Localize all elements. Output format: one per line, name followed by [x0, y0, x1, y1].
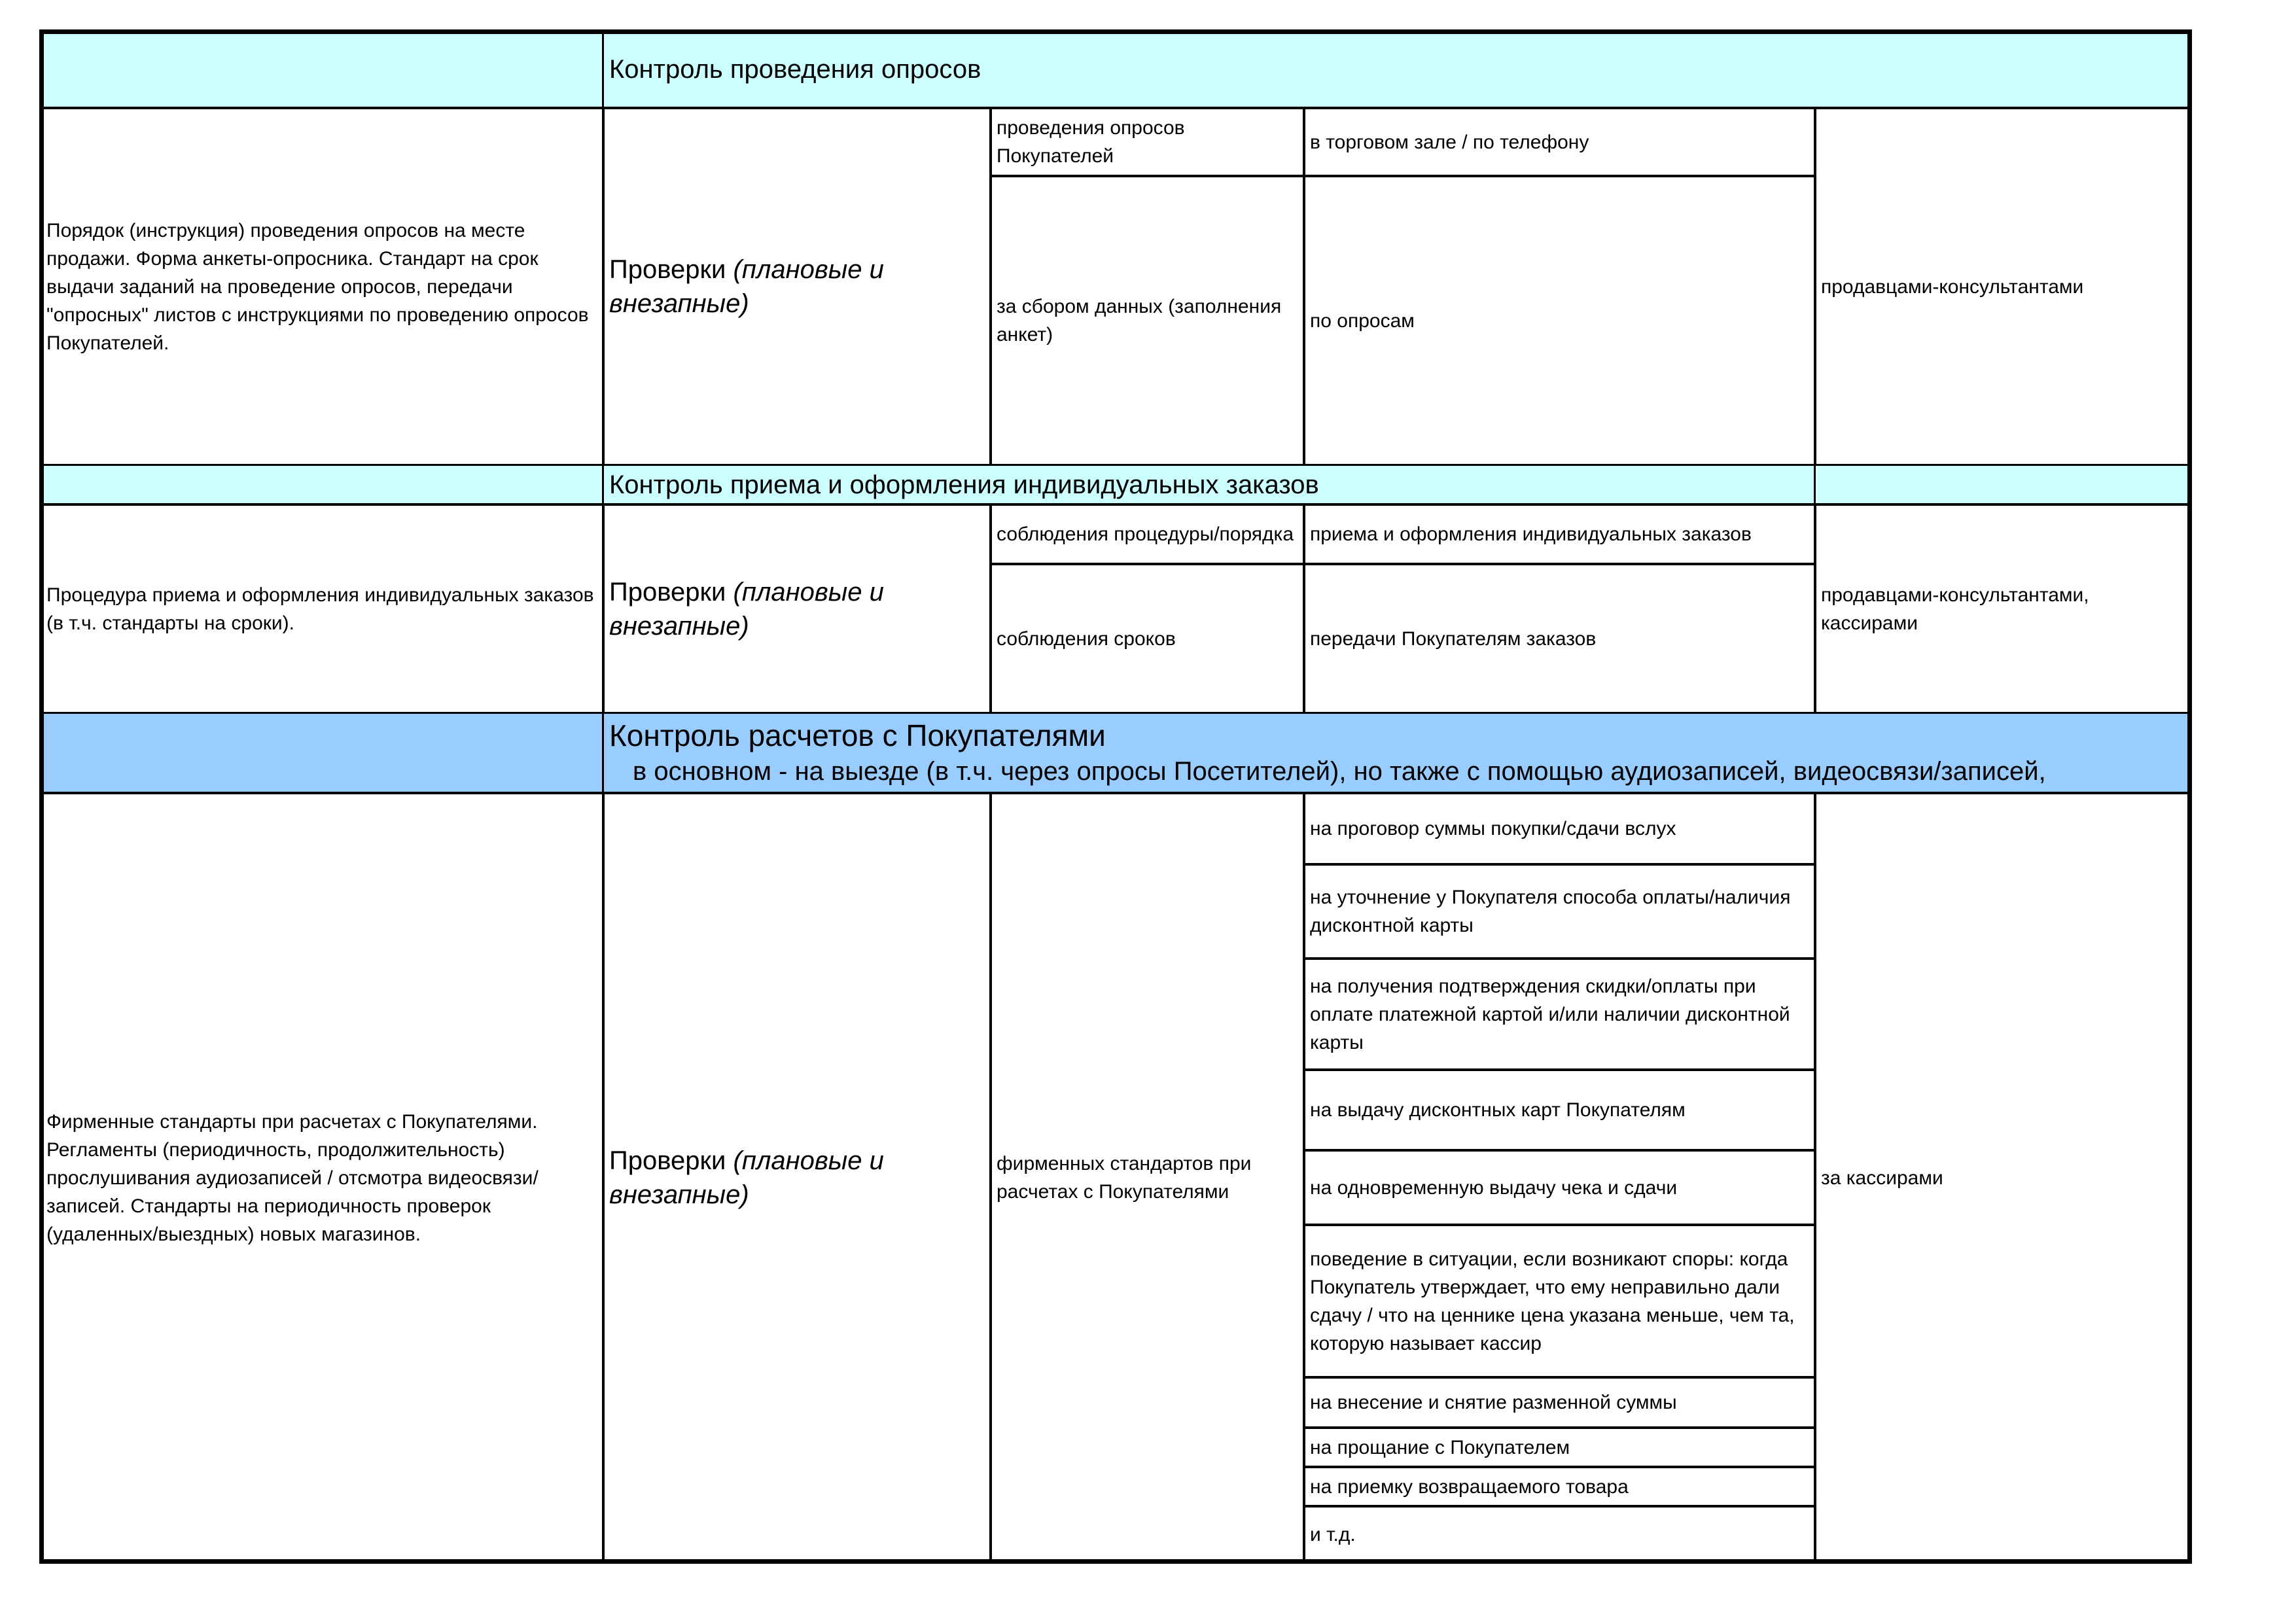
- object-cell: [1303, 1224, 1816, 1379]
- object-text: в торговом зале / по телефону: [1310, 131, 1589, 153]
- performers-cell: [1814, 792, 2192, 1564]
- section-title-text: Контроль проведения опросов: [609, 55, 981, 84]
- object-cell: [1303, 792, 1816, 866]
- subject-cell: [989, 175, 1305, 467]
- object-cell: [1303, 107, 1816, 177]
- subject-text: фирменных стандартов при расчетах с Покупателями: [997, 1153, 1252, 1203]
- object-cell: [1303, 863, 1816, 960]
- section-header-right: [1814, 464, 2192, 506]
- check-type-cell: [602, 792, 992, 1564]
- object-cell: [1303, 1068, 1816, 1152]
- object-text: на уточнение у Покупателя способа оплаты/наличия дисконтной карты: [1310, 887, 1791, 936]
- subject-text: соблюдения сроков: [997, 627, 1176, 650]
- performers-cell: [1814, 503, 2192, 714]
- subject-cell: [989, 563, 1305, 714]
- check-type-text: Проверки (плановые и внезапные): [609, 255, 884, 318]
- object-text: на получения подтверждения скидки/оплаты при оплате платежной картой и/или наличии дисконтной карты: [1310, 975, 1790, 1053]
- object-cell: [1303, 957, 1816, 1071]
- object-cell: [1303, 1466, 1816, 1507]
- subject-text: за сбором данных (заполнения анкет): [997, 296, 1282, 345]
- section-header-left: [39, 712, 605, 794]
- object-text: на проговор суммы покупки/сдачи вслух: [1310, 818, 1676, 839]
- section-title: [602, 464, 1816, 506]
- section-header-left: [39, 464, 605, 506]
- object-cell: [1303, 1376, 1816, 1429]
- performers-text: за кассирами: [1821, 1167, 1943, 1189]
- basis-text: Фирменные стандарты при расчетах с Покупателями. Регламенты (периодичность, продолжительность) прослушивания аудиозаписей / отсмотра видеосвязи/записей. Стандарты на периодичность проверок (удаленных/выездных) новых магазинов.: [46, 1110, 539, 1245]
- subject-text: проведения опросов Покупателей: [997, 117, 1185, 167]
- subject-cell: [989, 792, 1305, 1564]
- check-type-cell: [602, 107, 992, 467]
- performers-text: продавцами-консультантами, кассирами: [1821, 584, 2089, 634]
- object-text: на прощание с Покупателем: [1310, 1436, 1570, 1458]
- basis-text: Процедура приема и оформления индивидуальных заказов (в т.ч. стандарты на сроки).: [46, 584, 594, 634]
- basis-cell: [39, 792, 605, 1564]
- performers-text: продавцами-консультантами: [1821, 275, 2084, 298]
- subject-text: соблюдения процедуры/порядка: [997, 523, 1294, 545]
- object-text: на одновременную выдачу чека и сдачи: [1310, 1176, 1678, 1199]
- object-text: и т.д.: [1310, 1523, 1356, 1545]
- check-type-text: Проверки (плановые и внезапные): [609, 577, 884, 641]
- section-title: [602, 712, 2192, 794]
- check-type-text: Проверки (плановые и внезапные): [609, 1146, 884, 1209]
- basis-cell: [39, 503, 605, 714]
- check-type-cell: [602, 503, 992, 714]
- object-cell: [1303, 1505, 1816, 1564]
- basis-cell: [39, 107, 605, 467]
- object-text: на приемку возвращаемого товара: [1310, 1475, 1629, 1498]
- object-text: по опросам: [1310, 309, 1415, 332]
- section-title-text: Контроль приема и оформления индивидуальных заказов: [609, 470, 1319, 499]
- section-title: [602, 29, 2192, 109]
- subject-cell: [989, 107, 1305, 177]
- subject-cell: [989, 503, 1305, 565]
- object-text: поведение в ситуации, если возникают споры: когда Покупатель утверждает, что ему неправильно дали сдачу / что на ценнике цена указана меньше, чем та, которую называет кассир: [1310, 1248, 1795, 1354]
- section-header-left: [39, 29, 605, 109]
- object-cell: [1303, 1149, 1816, 1226]
- object-cell: [1303, 175, 1816, 467]
- object-text: передачи Покупателям заказов: [1310, 627, 1597, 650]
- basis-text: Порядок (инструкция) проведения опросов на месте продажи. Форма анкеты-опросника. Стандарт на срок выдачи заданий на проведение опросов, передачи "опросных" листов с инструкциями по проведению опросов Покупателей.: [46, 219, 589, 354]
- object-cell: [1303, 1426, 1816, 1468]
- object-text: на внесение и снятие разменной суммы: [1310, 1392, 1677, 1413]
- section-title-text: Контроль расчетов с Покупателями: [609, 718, 1106, 752]
- performers-cell: [1814, 107, 2192, 467]
- object-cell: [1303, 503, 1816, 565]
- object-text: приема и оформления индивидуальных заказов: [1310, 523, 1752, 545]
- object-cell: [1303, 563, 1816, 714]
- control-table: [39, 29, 2192, 1564]
- object-text: на выдачу дисконтных карт Покупателям: [1310, 1099, 1686, 1121]
- section-subtitle-text: в основном - на выезде (в т.ч. через опросы Посетителей), но также с помощью аудиозаписей, видеосвязи/записей,: [633, 757, 2046, 786]
